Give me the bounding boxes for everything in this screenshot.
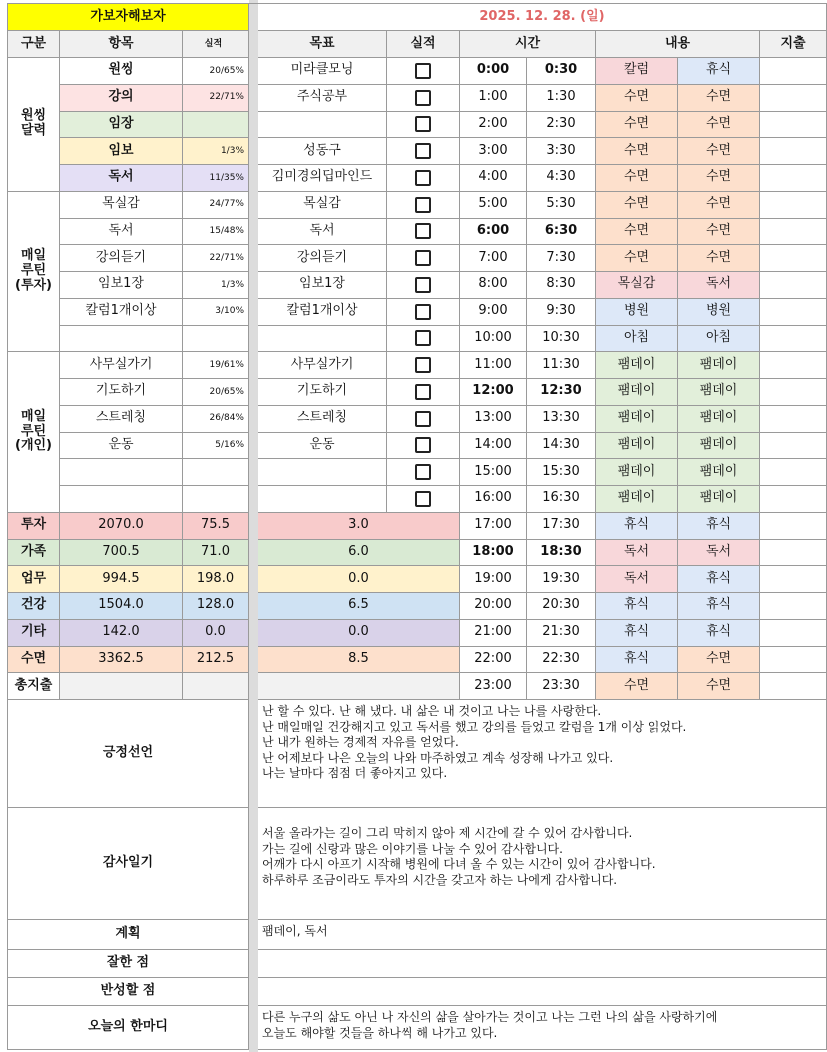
time-start: 5:00 — [460, 192, 527, 219]
activity-second-half[interactable]: 수면 — [678, 165, 760, 192]
time-start: 8:00 — [460, 272, 527, 299]
header-expense: 지출 — [760, 31, 827, 58]
activity-first-half[interactable]: 휴식 — [596, 593, 678, 620]
activity-second-half[interactable]: 독서 — [678, 272, 760, 299]
journal-label: 감사일기 — [8, 808, 249, 920]
activity-first-half[interactable]: 독서 — [596, 566, 678, 593]
expense-cell[interactable] — [760, 326, 827, 353]
time-end: 22:30 — [527, 647, 596, 674]
activity-first-half[interactable]: 팸데이 — [596, 379, 678, 406]
total-actual — [183, 673, 249, 700]
journal-label: 반성할 점 — [8, 978, 249, 1006]
activity-first-half[interactable]: 수면 — [596, 192, 678, 219]
time-end: 20:30 — [527, 593, 596, 620]
routine-goal[interactable]: 임보1장 — [258, 272, 387, 299]
activity-first-half[interactable]: 병원 — [596, 299, 678, 326]
activity-first-half[interactable]: 팸데이 — [596, 433, 678, 460]
activity-first-half[interactable]: 수면 — [596, 112, 678, 139]
activity-first-half[interactable]: 목실감 — [596, 272, 678, 299]
planner-title: 가보자해보자 — [8, 4, 249, 31]
routine-item: 임장 — [60, 112, 183, 139]
time-start: 7:00 — [460, 245, 527, 272]
routine-actual: 15/48% — [183, 219, 249, 246]
time-end: 16:30 — [527, 486, 596, 513]
expense-cell[interactable] — [760, 647, 827, 674]
activity-first-half[interactable]: 휴식 — [596, 620, 678, 647]
summary-actual: 71.0 — [183, 540, 249, 567]
time-end: 6:30 — [527, 219, 596, 246]
routine-actual — [183, 326, 249, 353]
summary-actual: 212.5 — [183, 647, 249, 674]
column-separator — [249, 0, 258, 1052]
activity-first-half[interactable]: 수면 — [596, 165, 678, 192]
time-start: 23:00 — [460, 673, 527, 700]
activity-first-half[interactable]: 수면 — [596, 219, 678, 246]
total-goal — [258, 673, 460, 700]
expense-cell[interactable] — [760, 165, 827, 192]
routine-actual: 1/3% — [183, 272, 249, 299]
checkbox[interactable] — [415, 464, 431, 480]
expense-cell[interactable] — [760, 85, 827, 112]
routine-actual — [183, 112, 249, 139]
routine-item: 임보 — [60, 138, 183, 165]
activity-second-half[interactable]: 수면 — [678, 219, 760, 246]
checkbox-cell[interactable] — [387, 138, 460, 165]
expense-cell[interactable] — [760, 566, 827, 593]
summary-total: 3362.5 — [60, 647, 183, 674]
expense-cell[interactable] — [760, 379, 827, 406]
routine-actual — [183, 486, 249, 513]
journal-text[interactable] — [258, 950, 827, 978]
time-end: 11:30 — [527, 352, 596, 379]
checkbox-cell[interactable] — [387, 459, 460, 486]
time-start: 12:00 — [460, 379, 527, 406]
activity-second-half[interactable]: 수면 — [678, 138, 760, 165]
activity-first-half[interactable]: 독서 — [596, 540, 678, 567]
checkbox-cell[interactable] — [387, 85, 460, 112]
time-start: 4:00 — [460, 165, 527, 192]
routine-goal[interactable]: 김미경의딥마인드 — [258, 165, 387, 192]
routine-item: 임보1장 — [60, 272, 183, 299]
activity-second-half[interactable]: 휴식 — [678, 620, 760, 647]
header-content: 내용 — [596, 31, 760, 58]
routine-goal[interactable]: 기도하기 — [258, 379, 387, 406]
time-start: 14:00 — [460, 433, 527, 460]
summary-actual: 198.0 — [183, 566, 249, 593]
checkbox-cell[interactable] — [387, 219, 460, 246]
time-end: 9:30 — [527, 299, 596, 326]
routine-actual: 1/3% — [183, 138, 249, 165]
activity-first-half[interactable]: 칼럼 — [596, 58, 678, 85]
checkbox[interactable] — [415, 384, 431, 400]
activity-first-half[interactable]: 팸데이 — [596, 486, 678, 513]
time-start: 1:00 — [460, 85, 527, 112]
routine-actual: 11/35% — [183, 165, 249, 192]
activity-second-half[interactable]: 수면 — [678, 647, 760, 674]
activity-second-half[interactable]: 수면 — [678, 85, 760, 112]
checkbox[interactable] — [415, 116, 431, 132]
activity-second-half[interactable]: 휴식 — [678, 58, 760, 85]
checkbox[interactable] — [415, 250, 431, 266]
time-start: 9:00 — [460, 299, 527, 326]
expense-cell[interactable] — [760, 112, 827, 139]
summary-actual: 128.0 — [183, 593, 249, 620]
header-actual: 실적 — [183, 31, 249, 58]
summary-label: 건강 — [8, 593, 60, 620]
activity-first-half[interactable]: 수면 — [596, 138, 678, 165]
routine-goal[interactable]: 사무실가기 — [258, 352, 387, 379]
checkbox-cell[interactable] — [387, 486, 460, 513]
time-start: 16:00 — [460, 486, 527, 513]
routine-actual: 20/65% — [183, 379, 249, 406]
journal-text[interactable]: 팸데이, 독서 — [258, 920, 827, 950]
activity-second-half[interactable]: 팸데이 — [678, 486, 760, 513]
checkbox-cell[interactable] — [387, 352, 460, 379]
time-end: 14:30 — [527, 433, 596, 460]
summary-goal: 3.0 — [258, 513, 460, 540]
time-end: 2:30 — [527, 112, 596, 139]
expense-cell[interactable] — [760, 486, 827, 513]
expense-cell[interactable] — [760, 673, 827, 700]
routine-goal[interactable] — [258, 459, 387, 486]
routine-goal[interactable]: 운동 — [258, 433, 387, 460]
expense-cell[interactable] — [760, 620, 827, 647]
time-end: 23:30 — [527, 673, 596, 700]
time-start: 0:00 — [460, 58, 527, 85]
activity-first-half[interactable]: 팸데이 — [596, 459, 678, 486]
time-end: 15:30 — [527, 459, 596, 486]
time-start: 21:00 — [460, 620, 527, 647]
time-start: 19:00 — [460, 566, 527, 593]
expense-cell[interactable] — [760, 58, 827, 85]
time-start: 6:00 — [460, 219, 527, 246]
checkbox[interactable] — [415, 330, 431, 346]
checkbox-cell[interactable] — [387, 326, 460, 353]
routine-item — [60, 459, 183, 486]
summary-label: 가족 — [8, 540, 60, 567]
routine-goal[interactable] — [258, 486, 387, 513]
checkbox-cell[interactable] — [387, 299, 460, 326]
activity-first-half[interactable]: 휴식 — [596, 513, 678, 540]
activity-first-half[interactable]: 수면 — [596, 245, 678, 272]
checkbox[interactable] — [415, 277, 431, 293]
time-end: 13:30 — [527, 406, 596, 433]
checkbox-cell[interactable] — [387, 379, 460, 406]
routine-goal[interactable]: 독서 — [258, 219, 387, 246]
group-label: 매일 루틴 (개인) — [8, 352, 60, 513]
summary-actual: 0.0 — [183, 620, 249, 647]
group-label: 원씽 달력 — [8, 58, 60, 192]
header-goal: 목표 — [258, 31, 387, 58]
routine-actual: 26/84% — [183, 406, 249, 433]
routine-item: 스트레칭 — [60, 406, 183, 433]
summary-total: 142.0 — [60, 620, 183, 647]
activity-second-half[interactable]: 병원 — [678, 299, 760, 326]
journal-label: 긍정선언 — [8, 700, 249, 808]
routine-actual: 19/61% — [183, 352, 249, 379]
activity-first-half[interactable]: 수면 — [596, 673, 678, 700]
expense-cell[interactable] — [760, 192, 827, 219]
activity-first-half[interactable]: 수면 — [596, 85, 678, 112]
summary-goal: 0.0 — [258, 620, 460, 647]
summary-goal: 6.0 — [258, 540, 460, 567]
time-end: 12:30 — [527, 379, 596, 406]
time-start: 3:00 — [460, 138, 527, 165]
time-end: 5:30 — [527, 192, 596, 219]
expense-cell[interactable] — [760, 138, 827, 165]
time-start: 20:00 — [460, 593, 527, 620]
date-label: 2025. 12. 28. (일) — [258, 4, 827, 31]
expense-cell[interactable] — [760, 352, 827, 379]
summary-label: 수면 — [8, 647, 60, 674]
time-start: 17:00 — [460, 513, 527, 540]
time-start: 10:00 — [460, 326, 527, 353]
journal-text[interactable]: 다른 누구의 삶도 아닌 나 자신의 삶을 살아가는 것이고 나는 그런 나의 삶을 사랑하기에 오늘도 해야할 것들을 하나씩 해 나가고 있다. — [258, 1006, 827, 1050]
total-label: 총지출 — [8, 673, 60, 700]
checkbox-cell[interactable] — [387, 245, 460, 272]
expense-cell[interactable] — [760, 219, 827, 246]
summary-actual: 75.5 — [183, 513, 249, 540]
routine-goal[interactable] — [258, 326, 387, 353]
expense-cell[interactable] — [760, 245, 827, 272]
activity-first-half[interactable]: 휴식 — [596, 647, 678, 674]
expense-cell[interactable] — [760, 433, 827, 460]
activity-second-half[interactable]: 수면 — [678, 245, 760, 272]
expense-cell[interactable] — [760, 299, 827, 326]
activity-second-half[interactable]: 팸데이 — [678, 406, 760, 433]
checkbox[interactable] — [415, 170, 431, 186]
header-time: 시간 — [460, 31, 596, 58]
journal-label: 잘한 점 — [8, 950, 249, 978]
time-end: 8:30 — [527, 272, 596, 299]
checkbox-cell[interactable] — [387, 192, 460, 219]
activity-second-half[interactable]: 휴식 — [678, 513, 760, 540]
routine-item: 목실감 — [60, 192, 183, 219]
journal-text[interactable]: 서울 올라가는 길이 그리 막히지 않아 제 시간에 갈 수 있어 감사합니다. 가는 길에 신랑과 많은 이야기를 나눌 수 있어 감사합니다. 어깨가 다시 아프기 시작해 병원에 다녀 올 수 있는 시간이 있어 감사합니다. 하루하루 조금이라도 투자의 시간을 갖고자 하는 나에게 감사합니다. — [258, 808, 827, 920]
routine-goal[interactable]: 강의듣기 — [258, 245, 387, 272]
time-start: 13:00 — [460, 406, 527, 433]
routine-actual: 22/71% — [183, 85, 249, 112]
journal-text[interactable]: 난 할 수 있다. 난 해 냈다. 내 삶은 내 것이고 나는 나를 사랑한다. 난 매일매일 건강해지고 있고 독서를 했고 강의를 들었고 칼럼을 1개 이상 읽었다. 난 내가 원하는 경제적 자유를 얻었다. 난 어제보다 나은 오늘의 나와 마주하였고 계속 성장해 나가고 있다. 나는 날마다 점점 더 좋아지고 있다. — [258, 700, 827, 808]
routine-actual: 24/77% — [183, 192, 249, 219]
checkbox[interactable] — [415, 304, 431, 320]
checkbox-cell[interactable] — [387, 165, 460, 192]
routine-actual — [183, 459, 249, 486]
summary-label: 업무 — [8, 566, 60, 593]
routine-item: 강의 — [60, 85, 183, 112]
routine-item: 운동 — [60, 433, 183, 460]
journal-label: 오늘의 한마디 — [8, 1006, 249, 1050]
checkbox[interactable] — [415, 143, 431, 159]
time-end: 7:30 — [527, 245, 596, 272]
expense-cell[interactable] — [760, 459, 827, 486]
activity-second-half[interactable]: 수면 — [678, 112, 760, 139]
routine-goal[interactable]: 주식공부 — [258, 85, 387, 112]
time-end: 18:30 — [527, 540, 596, 567]
summary-goal: 8.5 — [258, 647, 460, 674]
routine-item: 사무실가기 — [60, 352, 183, 379]
activity-second-half[interactable]: 독서 — [678, 540, 760, 567]
routine-item — [60, 486, 183, 513]
routine-item: 독서 — [60, 165, 183, 192]
header-item: 항목 — [60, 31, 183, 58]
expense-cell[interactable] — [760, 513, 827, 540]
time-end: 19:30 — [527, 566, 596, 593]
summary-total: 2070.0 — [60, 513, 183, 540]
expense-cell[interactable] — [760, 540, 827, 567]
activity-first-half[interactable]: 팸데이 — [596, 406, 678, 433]
time-start: 11:00 — [460, 352, 527, 379]
activity-first-half[interactable]: 팸데이 — [596, 352, 678, 379]
expense-cell[interactable] — [760, 406, 827, 433]
summary-total: 994.5 — [60, 566, 183, 593]
routine-item: 칼럼1개이상 — [60, 299, 183, 326]
time-end: 17:30 — [527, 513, 596, 540]
activity-second-half[interactable]: 수면 — [678, 192, 760, 219]
summary-label: 투자 — [8, 513, 60, 540]
checkbox-cell[interactable] — [387, 272, 460, 299]
total-value — [60, 673, 183, 700]
expense-cell[interactable] — [760, 593, 827, 620]
time-start: 22:00 — [460, 647, 527, 674]
routine-goal[interactable]: 목실감 — [258, 192, 387, 219]
checkbox[interactable] — [415, 491, 431, 507]
activity-second-half[interactable]: 수면 — [678, 673, 760, 700]
time-end: 4:30 — [527, 165, 596, 192]
routine-item — [60, 326, 183, 353]
routine-item: 독서 — [60, 219, 183, 246]
time-start: 18:00 — [460, 540, 527, 567]
routine-goal[interactable]: 성동구 — [258, 138, 387, 165]
checkbox-cell[interactable] — [387, 112, 460, 139]
time-end: 1:30 — [527, 85, 596, 112]
routine-actual: 22/71% — [183, 245, 249, 272]
checkbox-cell[interactable] — [387, 58, 460, 85]
header-category: 구분 — [8, 31, 60, 58]
summary-total: 700.5 — [60, 540, 183, 567]
routine-item: 원씽 — [60, 58, 183, 85]
summary-goal: 6.5 — [258, 593, 460, 620]
time-end: 21:30 — [527, 620, 596, 647]
summary-total: 1504.0 — [60, 593, 183, 620]
summary-goal: 0.0 — [258, 566, 460, 593]
checkbox[interactable] — [415, 223, 431, 239]
time-end: 3:30 — [527, 138, 596, 165]
header-goal-actual: 실적 — [387, 31, 460, 58]
checkbox-cell[interactable] — [387, 433, 460, 460]
time-start: 15:00 — [460, 459, 527, 486]
journal-text[interactable] — [258, 978, 827, 1006]
expense-cell[interactable] — [760, 272, 827, 299]
activity-second-half[interactable]: 휴식 — [678, 566, 760, 593]
routine-item: 기도하기 — [60, 379, 183, 406]
checkbox[interactable] — [415, 90, 431, 106]
activity-first-half[interactable]: 아침 — [596, 326, 678, 353]
group-label: 매일 루틴 (투자) — [8, 192, 60, 353]
routine-item: 강의듣기 — [60, 245, 183, 272]
checkbox[interactable] — [415, 197, 431, 213]
routine-actual: 3/10% — [183, 299, 249, 326]
checkbox[interactable] — [415, 63, 431, 79]
time-start: 2:00 — [460, 112, 527, 139]
time-end: 10:30 — [527, 326, 596, 353]
routine-goal[interactable]: 스트레칭 — [258, 406, 387, 433]
routine-goal[interactable]: 미라클모닝 — [258, 58, 387, 85]
activity-second-half[interactable]: 아침 — [678, 326, 760, 353]
activity-second-half[interactable]: 팸데이 — [678, 379, 760, 406]
checkbox[interactable] — [415, 437, 431, 453]
activity-second-half[interactable]: 휴식 — [678, 593, 760, 620]
routine-goal[interactable]: 칼럼1개이상 — [258, 299, 387, 326]
routine-goal[interactable] — [258, 112, 387, 139]
activity-second-half[interactable]: 팸데이 — [678, 433, 760, 460]
routine-actual: 20/65% — [183, 58, 249, 85]
activity-second-half[interactable]: 팸데이 — [678, 352, 760, 379]
routine-actual: 5/16% — [183, 433, 249, 460]
summary-label: 기타 — [8, 620, 60, 647]
checkbox-cell[interactable] — [387, 406, 460, 433]
checkbox[interactable] — [415, 357, 431, 373]
activity-second-half[interactable]: 팸데이 — [678, 459, 760, 486]
time-end: 0:30 — [527, 58, 596, 85]
checkbox[interactable] — [415, 411, 431, 427]
journal-label: 계획 — [8, 920, 249, 950]
